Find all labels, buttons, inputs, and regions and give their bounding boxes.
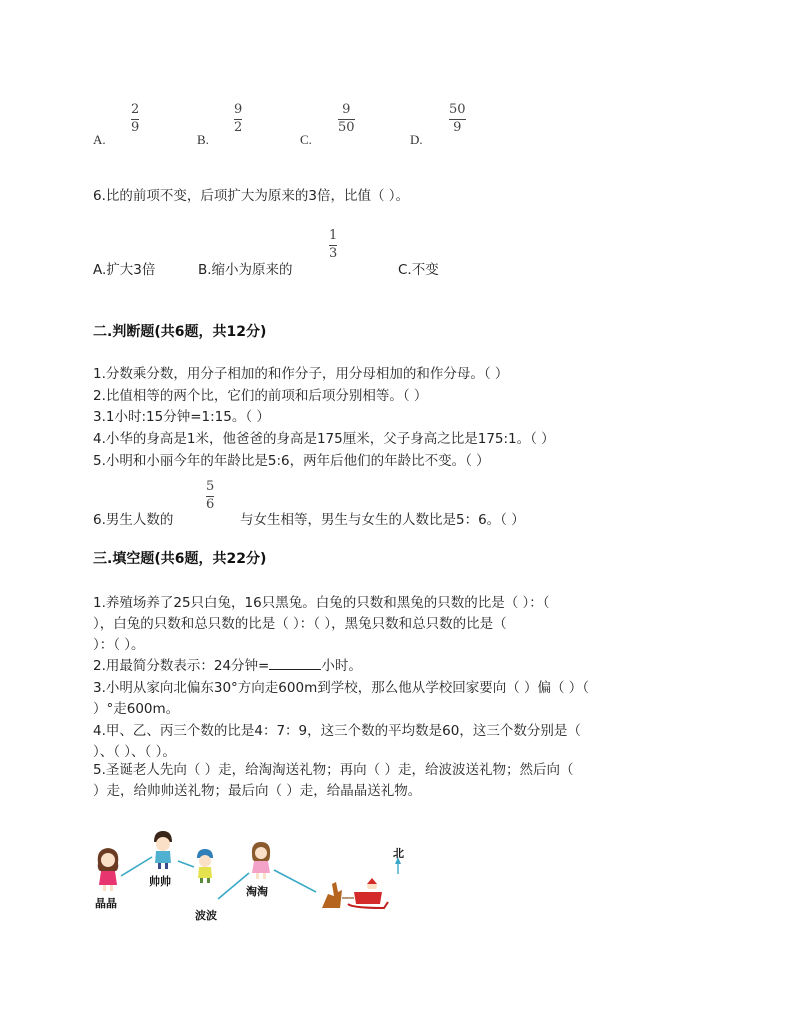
denominator: 9 bbox=[131, 120, 140, 135]
fill-item-1-line-3: ）：（ ）。 bbox=[93, 637, 145, 653]
shuaishuai-label: 帅帅 bbox=[149, 875, 171, 888]
fill-item-5-line-2: ）走，给帅帅送礼物；最后向（ ）走，给晶晶送礼物。 bbox=[93, 783, 422, 799]
fill-item-3-line-2: ）°走600m。 bbox=[93, 701, 180, 717]
fill-item-2-unit: 小时。 bbox=[321, 658, 362, 674]
route-segment-taotao-santa bbox=[274, 870, 316, 892]
denominator: 50 bbox=[338, 120, 355, 135]
fill-item-1-line-1: 1.养殖场养了25只白兔，16只黑兔。白兔的只数和黑兔的只数的比是（ ）：（ bbox=[93, 595, 550, 611]
judge-item-2: 2.比值相等的两个比，它们的前项和后项分别相等。（ ） bbox=[93, 388, 428, 404]
numerator: 1 bbox=[329, 228, 338, 243]
denominator: 6 bbox=[206, 497, 215, 512]
numerator: 5 bbox=[206, 479, 215, 494]
section-3-title: 三.填空题(共6题，共22分) bbox=[93, 551, 267, 567]
q6-option-b: B.缩小为原来的 bbox=[198, 262, 293, 278]
fill-item-2-text: 2.用最简分数表示：24分钟= bbox=[93, 658, 270, 674]
fill-item-5-line-1: 5.圣诞老人先向（ ）走，给淘淘送礼物；再向（ ）走，给波波送礼物；然后向（ bbox=[93, 762, 574, 778]
north-label: 北 bbox=[393, 847, 404, 860]
denominator: 3 bbox=[329, 246, 338, 261]
fill-item-3-line-1: 3.小明从家向北偏东30°方向走600m到学校，那么他从学校回家要向（ ）偏（ ）（ bbox=[93, 680, 590, 696]
judge-item-1: 1.分数乘分数，用分子相加的和作分子，用分母相加的和作分母。（ ） bbox=[93, 366, 509, 382]
judge-item-6-pre: 6.男生人数的 bbox=[93, 512, 174, 528]
option-a-label: A. bbox=[93, 132, 106, 147]
fill-item-4-line-2: ）、（ ）、（ ）。 bbox=[93, 744, 176, 760]
denominator: 9 bbox=[453, 120, 462, 135]
judge-item-5: 5.小明和小丽今年的年龄比是5:6，两年后他们的年龄比不变。（ ） bbox=[93, 453, 490, 469]
judge-item-4: 4.小华的身高是1米，他爸爸的身高是175厘米，父子身高之比是175:1。（ ） bbox=[93, 431, 555, 447]
route-segment-bobo-taotao bbox=[218, 873, 249, 899]
route-segment-jingjing-shuaishuai bbox=[121, 857, 152, 876]
route-segment-shuaishuai-bobo bbox=[178, 861, 194, 867]
fill-item-1-line-2: ），白兔的只数和总只数的比是（ ）：（ ），黑兔只数和总只数的比是（ bbox=[93, 616, 507, 632]
numerator: 2 bbox=[131, 102, 140, 117]
option-c-label: C. bbox=[300, 132, 312, 147]
taotao-icon bbox=[249, 840, 273, 880]
numerator: 50 bbox=[449, 102, 466, 117]
jingjing-label: 晶晶 bbox=[95, 897, 117, 910]
bobo-icon bbox=[193, 848, 217, 884]
q6-option-c: C.不变 bbox=[398, 262, 439, 278]
judge-item-6-post: 与女生相等，男生与女生的人数比是5：6。（ ） bbox=[240, 512, 525, 528]
santa-sleigh-icon bbox=[318, 878, 392, 914]
section-2-title: 二.判断题(共6题，共12分) bbox=[93, 324, 267, 340]
shuaishuai-icon bbox=[151, 830, 175, 870]
jingjing-icon bbox=[95, 845, 121, 893]
q6-option-a: A.扩大3倍 bbox=[93, 262, 156, 278]
option-d-label: D. bbox=[410, 132, 423, 147]
judge-item-3: 3.1小时:15分钟=1:15。（ ） bbox=[93, 409, 270, 425]
fill-item-4-line-1: 4.甲、乙、丙三个数的比是4：7：9，这三个数的平均数是60，这三个数分别是（ bbox=[93, 723, 581, 739]
denominator: 2 bbox=[234, 120, 243, 135]
numerator: 9 bbox=[342, 102, 351, 117]
bobo-label: 波波 bbox=[195, 909, 217, 922]
q6-question: 6.比的前项不变，后项扩大为原来的3倍，比值（ ）。 bbox=[93, 188, 410, 204]
numerator: 9 bbox=[234, 102, 243, 117]
taotao-label: 淘淘 bbox=[246, 885, 268, 898]
option-b-label: B. bbox=[197, 132, 209, 147]
